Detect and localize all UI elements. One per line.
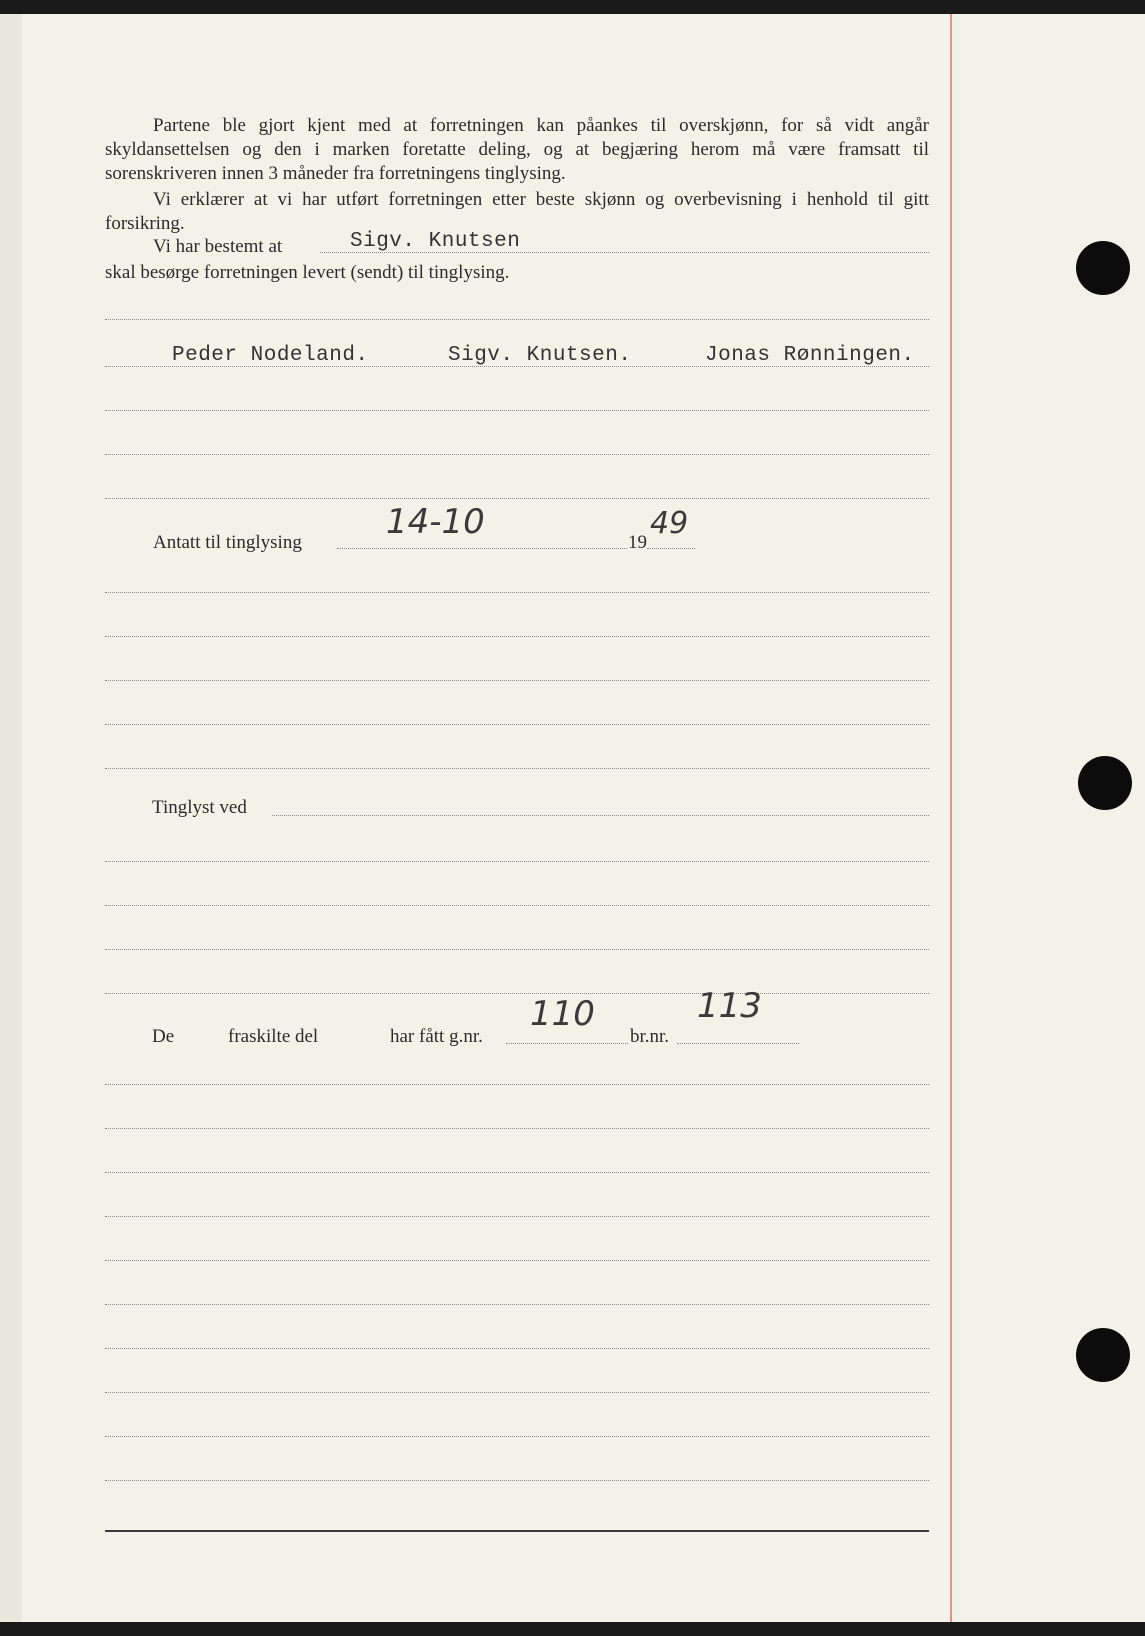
- page-edge: [0, 14, 22, 1622]
- brnr-value: 113: [697, 986, 762, 1026]
- rule-line: [105, 993, 929, 994]
- rule-line: [105, 1392, 929, 1393]
- paragraph-erklaering-text: Vi erklærer at vi har utført forretningen etter beste skjønn og overbevisning i henhold til gitt forsikring.: [105, 189, 929, 234]
- rule-line: [105, 592, 929, 593]
- rule-line: [105, 724, 929, 725]
- rule-line: [105, 1260, 929, 1261]
- rule-line: [105, 1172, 929, 1173]
- gnr-line: [506, 1043, 628, 1044]
- document-page: [0, 14, 1145, 1622]
- rule-line: [105, 498, 929, 499]
- year-suffix: 49: [650, 506, 689, 541]
- rule-line: [105, 905, 929, 906]
- fraskilte-word-del: fraskilte del: [228, 1026, 319, 1047]
- besorge-text: skal besørge forretningen levert (sendt) til tinglysing.: [105, 262, 510, 283]
- bestemt-value: Sigv. Knutsen: [350, 230, 521, 253]
- rule-line: [105, 949, 929, 950]
- antatt-date-value: 14-10: [386, 502, 485, 542]
- paragraph-overskjonn-text: Partene ble gjort kjent med at forretningen kan påankes til overskjønn, for så vidt angår skyldansettelsen og den i marken foretatte deling, og at begjæring herom må være framsatt til sorenskriveren innen 3 måneder fra forretningens tinglysing.: [105, 115, 929, 184]
- rule-line: [105, 1128, 929, 1129]
- antatt-date-line: [337, 548, 627, 549]
- year-line: [647, 548, 695, 549]
- year-prefix: 19: [628, 532, 647, 553]
- rule-line: [105, 1348, 929, 1349]
- rule-line: [105, 1084, 929, 1085]
- signature-1: Peder Nodeland.: [172, 344, 369, 367]
- paragraph-erklaering: [105, 188, 929, 236]
- brnr-label: br.nr.: [630, 1026, 670, 1047]
- paragraph-overskjonn: [105, 114, 929, 186]
- tinglyst-line: [272, 815, 929, 816]
- brnr-line: [677, 1043, 799, 1044]
- gnr-value: 110: [530, 994, 595, 1034]
- rule-line: [105, 1436, 929, 1437]
- rule-line: [105, 768, 929, 769]
- rule-line: [105, 319, 929, 320]
- punch-hole-bottom: [1076, 1328, 1130, 1382]
- rule-line: [105, 410, 929, 411]
- red-margin-line: [950, 14, 952, 1622]
- bestemt-label: Vi har bestemt at: [153, 236, 283, 257]
- fraskilte-word-de: De: [152, 1026, 175, 1047]
- punch-hole-top: [1076, 241, 1130, 295]
- rule-line: [105, 636, 929, 637]
- rule-line: [105, 1216, 929, 1217]
- signature-2: Sigv. Knutsen.: [448, 344, 632, 367]
- punch-hole-middle: [1078, 756, 1132, 810]
- rule-line: [105, 1480, 929, 1481]
- tinglyst-label: Tinglyst ved: [152, 797, 247, 818]
- signature-line: [105, 366, 929, 367]
- rule-line: [105, 1304, 929, 1305]
- bottom-solid-rule: [105, 1530, 929, 1532]
- rule-line: [105, 861, 929, 862]
- rule-line: [105, 680, 929, 681]
- signature-3: Jonas Rønningen.: [705, 344, 915, 367]
- fraskilte-word-gnr: har fått g.nr.: [390, 1026, 483, 1047]
- rule-line: [105, 454, 929, 455]
- antatt-label: Antatt til tinglysing: [153, 532, 302, 553]
